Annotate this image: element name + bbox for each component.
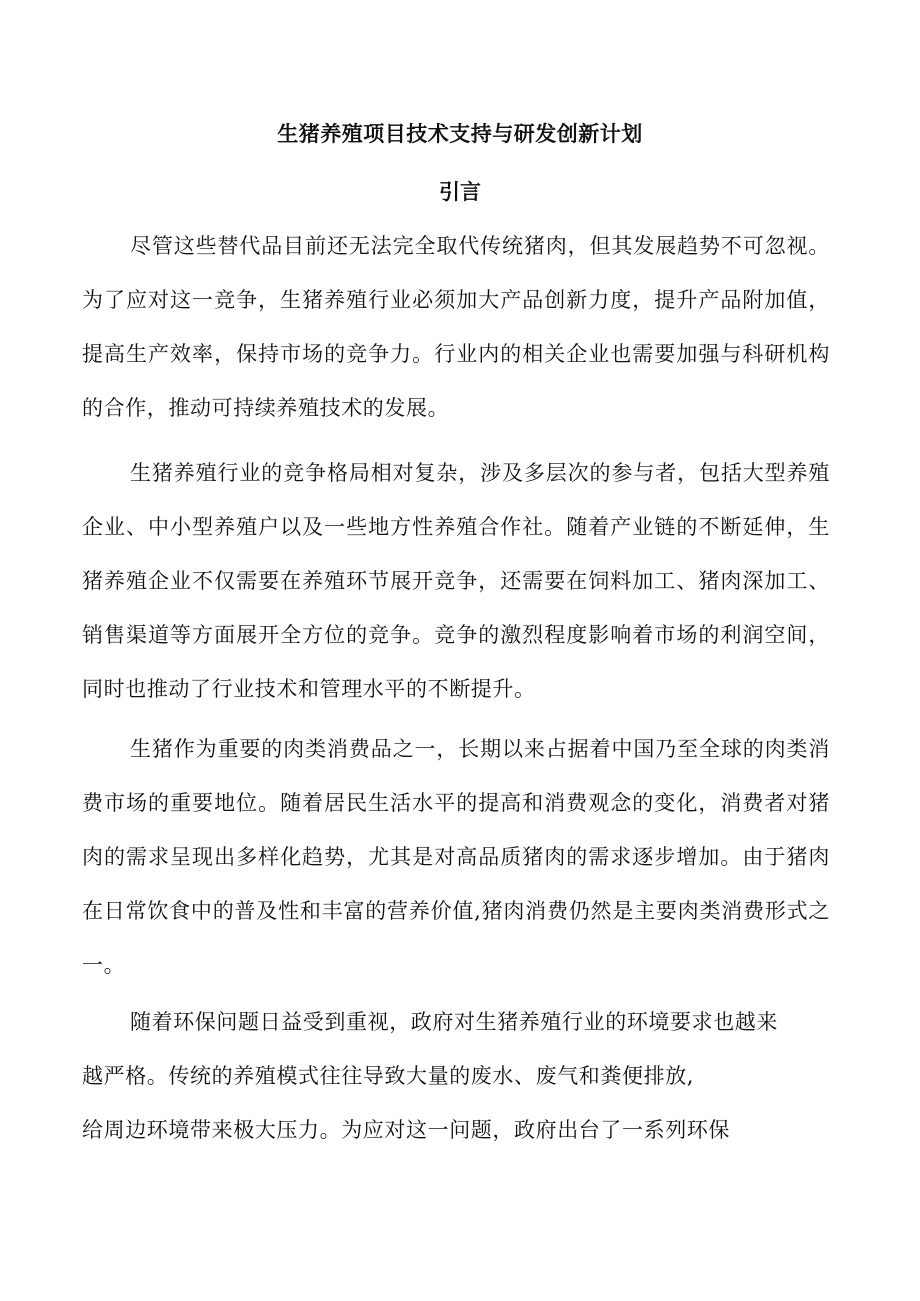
document-title: 生猪养殖项目技术支持与研发创新计划 [277,122,643,146]
paragraph-4-line-2: 越严格。传统的养殖模式往往导致大量的废水、废气和粪便排放, [82,1064,695,1088]
paragraph-4-line-1: 随着环保问题日益受到重视，政府对生猪养殖行业的环境要求也越来 [130,1010,778,1034]
paragraph-1: 尽管这些替代品目前还无法完全取代传统猪肉，但其发展趋势不可忽视。为了应对这一竞争，生猪养殖行业必须加大产品创新力度，提升产品附加值，提高生产效率，保持市场的竞争力。行业内的相关企业也需要加强与科研机构的合作，推动可持续养殖技术的发展。 [82,234,830,420]
paragraph-4 [82,995,830,1157]
paragraph-4-line-3: 给周边环境带来极大压力。为应对这一问题，政府出台了一系列环保 [82,1118,730,1142]
paragraph-3: 生猪作为重要的肉类消费品之一，长期以来占据着中国乃至全球的肉类消费市场的重要地位。随着居民生活水平的提高和消费观念的变化，消费者对猪肉的需求呈现出多样化趋势，尤其是对高品质猪肉的需求逐步增加。由于猪肉在日常饮食中的普及性和丰富的营养价值,猪肉消费仍然是主要肉类消费形式之一。 [82,737,830,977]
paragraph-2: 生猪养殖行业的竞争格局相对复杂，涉及多层次的参与者，包括大型养殖企业、中小型养殖户以及一些地方性养殖合作社。随着产业链的不断延伸，生猪养殖企业不仅需要在养殖环节展开竞争，还需要在饲料加工、猪肉深加工、销售渠道等方面展开全方位的竞争。竞争的激烈程度影响着市场的利润空间，同时也推动了行业技术和管理水平的不断提升。 [82,461,830,701]
section-heading: 引言 [439,180,481,204]
